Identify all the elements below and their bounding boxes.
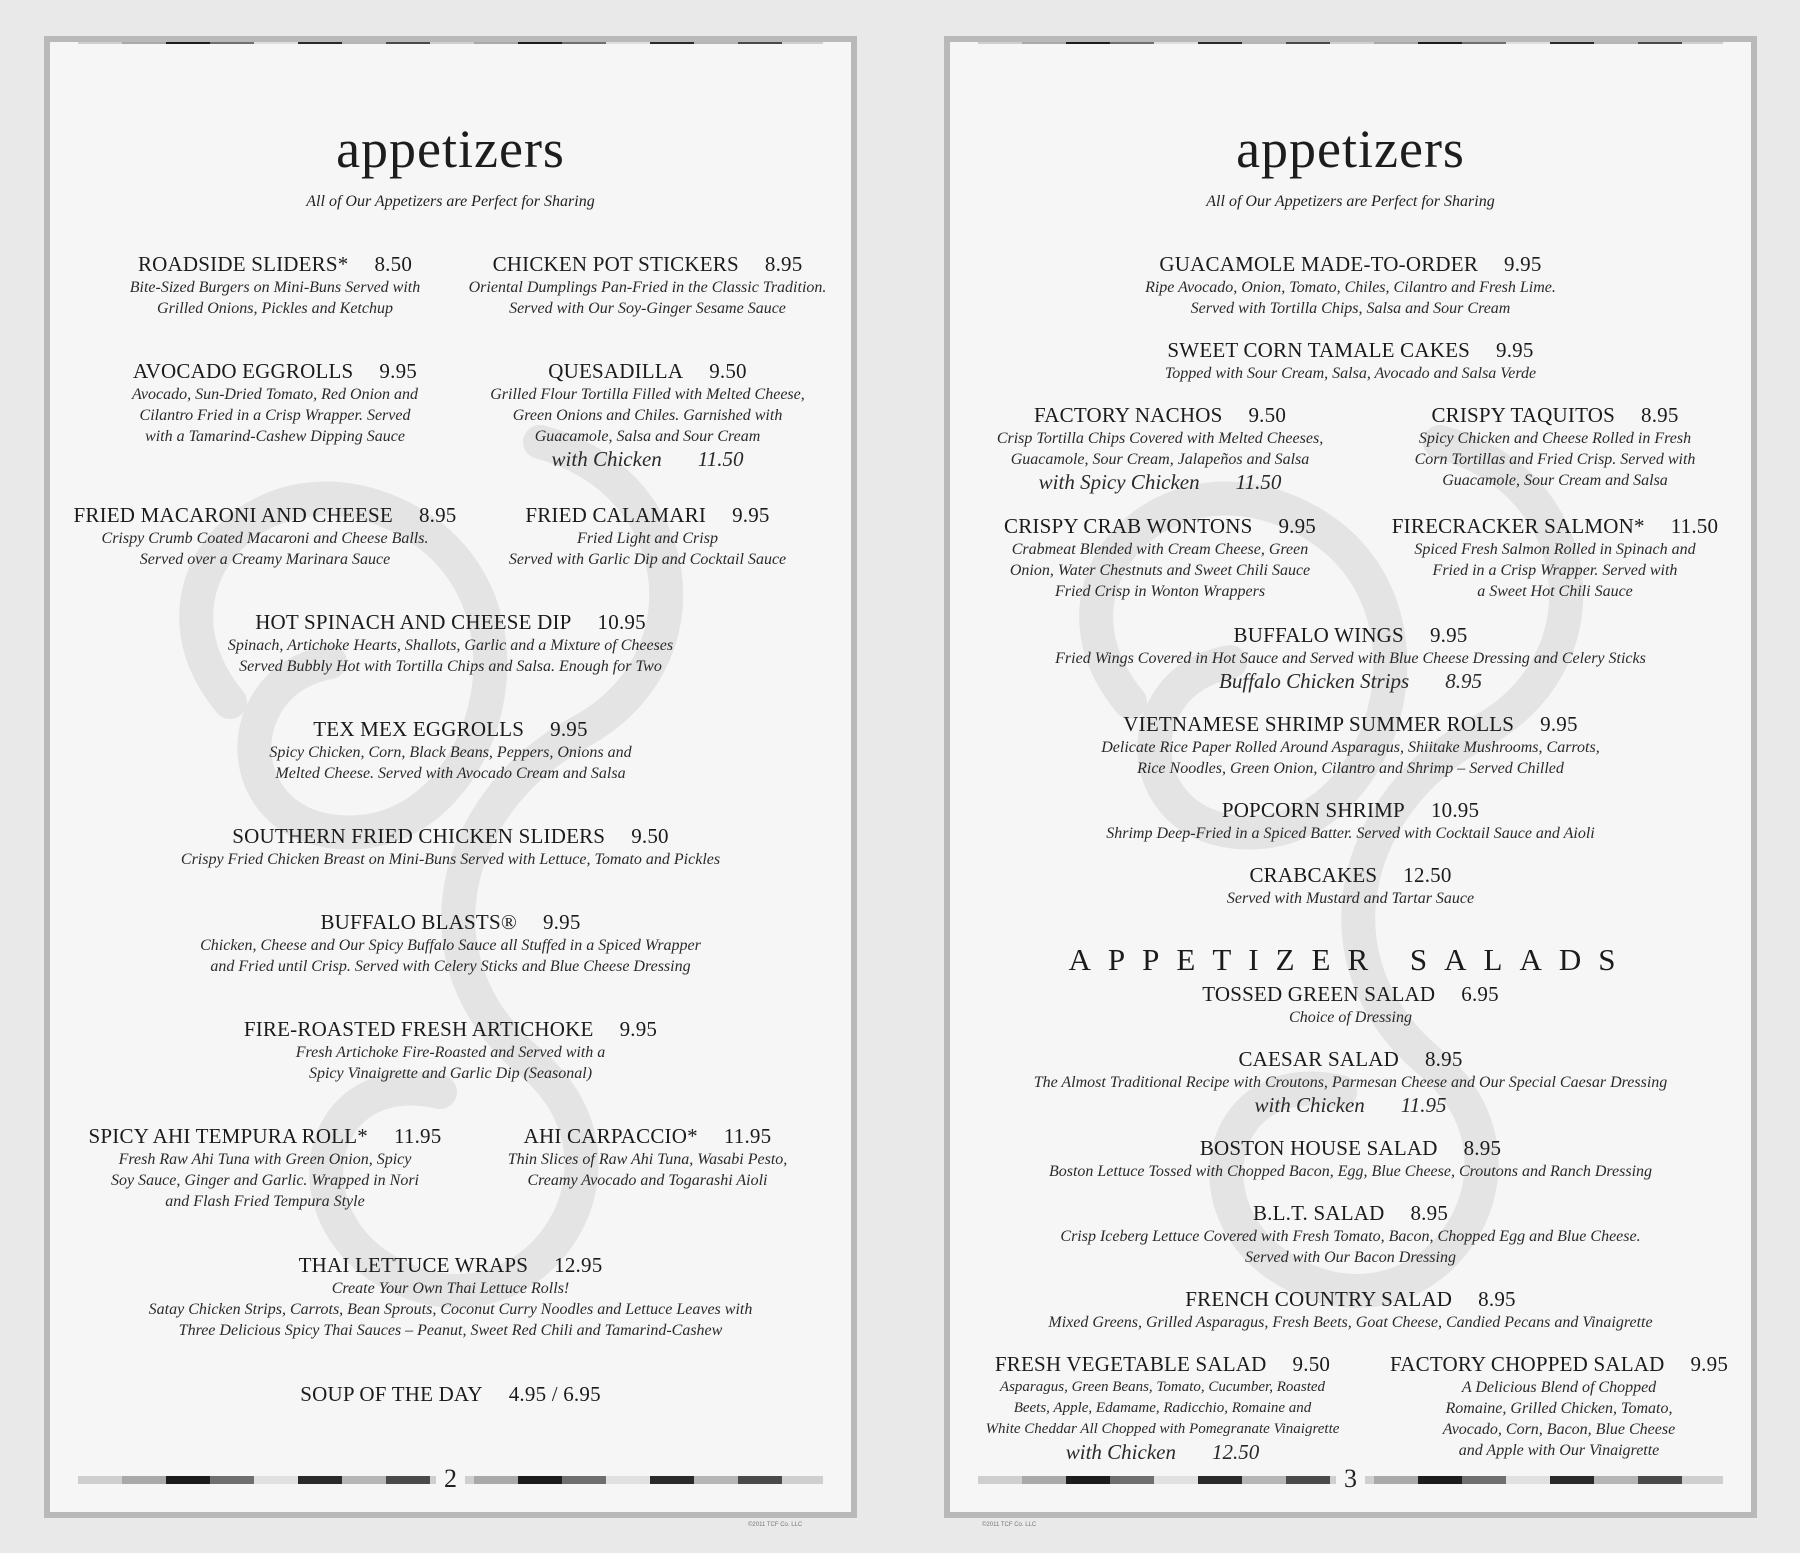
item-price: 11.50 xyxy=(1670,514,1719,538)
menu-item xyxy=(950,1352,1375,1464)
item-name: ROADSIDE SLIDERS* xyxy=(137,252,349,276)
item-price: 8.95 xyxy=(1641,403,1679,427)
menu-item xyxy=(460,359,835,471)
item-price: 8.50 xyxy=(374,252,413,276)
item-description: Romaine, Grilled Chicken, Tomato, xyxy=(1445,1400,1673,1417)
menu-item xyxy=(460,1124,835,1191)
item-description: Crabmeat Blended with Cream Cheese, Green xyxy=(1011,541,1309,558)
item-name: FRENCH COUNTRY SALAD xyxy=(1185,1287,1453,1311)
item-name: BOSTON HOUSE SALAD xyxy=(1199,1136,1438,1160)
item-description: White Cheddar All Chopped with Pomegranate Vinaigrette xyxy=(985,1421,1340,1437)
item-name: FRIED CALAMARI xyxy=(525,503,707,527)
item-name: CAESAR SALAD xyxy=(1238,1047,1399,1071)
addon-label: with Chicken xyxy=(1065,1440,1176,1464)
item-description: Melted Cheese. Served with Avocado Cream and Salsa xyxy=(275,765,626,782)
menu-item xyxy=(950,1136,1751,1182)
item-addon xyxy=(460,447,835,471)
copyright-notice: ©2011 TCF Co. LLC xyxy=(748,1522,803,1528)
item-description: Fried in a Crisp Wrapper. Served with xyxy=(1432,562,1678,579)
menu-item xyxy=(50,717,851,784)
item-name: POPCORN SHRIMP xyxy=(1221,798,1405,822)
menu-item xyxy=(50,1382,851,1407)
page-number-label: 2 xyxy=(436,1464,465,1493)
item-price: 4.95 / 6.95 xyxy=(508,1382,601,1406)
item-name: TEX MEX EGGROLLS xyxy=(313,717,525,741)
item-description: Grilled Flour Tortilla Filled with Melted Cheese, xyxy=(490,386,805,403)
item-price: 9.95 xyxy=(1540,712,1578,736)
item-description: Green Onions and Chiles. Garnished with xyxy=(512,407,783,424)
menu-item xyxy=(950,982,1751,1028)
item-description: Chicken, Cheese and Our Spicy Buffalo Sauce all Stuffed in a Spiced Wrapper xyxy=(200,937,701,954)
item-name: AHI CARPACCIO* xyxy=(523,1124,698,1148)
addon-price: 11.50 xyxy=(697,447,744,471)
item-description: Ripe Avocado, Onion, Tomato, Chiles, Cilantro and Fresh Lime. xyxy=(1145,279,1556,296)
item-price: 8.95 xyxy=(418,503,457,527)
item-price: 6.95 xyxy=(1461,982,1499,1006)
item-description: Delicate Rice Paper Rolled Around Asparagus, Shiitake Mushrooms, Carrots, xyxy=(1101,739,1600,756)
item-price: 8.95 xyxy=(1463,1136,1502,1160)
item-name: CHICKEN POT STICKERS xyxy=(492,252,739,276)
item-price: 9.95 xyxy=(542,910,581,934)
item-price: 9.50 xyxy=(631,824,669,848)
item-name: BUFFALO WINGS xyxy=(1233,623,1404,647)
item-name: TOSSED GREEN SALAD xyxy=(1202,982,1436,1006)
menu-item xyxy=(50,824,851,870)
item-description: Beets, Apple, Edamame, Radicchio, Romaine and xyxy=(1013,1400,1312,1416)
menu-item xyxy=(950,338,1751,384)
item-price: 10.95 xyxy=(1430,798,1480,822)
item-description: Served Bubbly Hot with Tortilla Chips and Salsa. Enough for Two xyxy=(239,658,662,675)
item-description: Topped with Sour Cream, Salsa, Avocado and Salsa Verde xyxy=(1164,365,1537,382)
item-addon xyxy=(950,1093,1751,1117)
item-description: Asparagus, Green Beans, Tomato, Cucumber, Roasted xyxy=(999,1379,1326,1395)
item-name: SPICY AHI TEMPURA ROLL* xyxy=(88,1124,368,1148)
item-price: 8.95 xyxy=(1478,1287,1516,1311)
item-name: CRISPY CRAB WONTONS xyxy=(1003,514,1253,538)
menu-item xyxy=(1370,1352,1748,1461)
menu-item xyxy=(950,1287,1751,1333)
item-description: Served with Garlic Dip and Cocktail Sauce xyxy=(508,551,787,568)
item-price: 9.95 xyxy=(1429,623,1468,647)
item-description: Grilled Onions, Pickles and Ketchup xyxy=(157,300,393,317)
menu-item xyxy=(50,610,851,677)
addon-label: with Spicy Chicken xyxy=(1038,470,1200,494)
decorative-stripe-top xyxy=(978,36,1723,44)
item-name: SOUTHERN FRIED CHICKEN SLIDERS xyxy=(232,824,606,848)
menu-item xyxy=(70,503,460,570)
item-addon xyxy=(960,470,1360,494)
item-description: Spicy Chicken and Cheese Rolled in Fresh xyxy=(1418,430,1692,447)
menu-item xyxy=(70,1124,460,1212)
item-price: 9.50 xyxy=(1248,403,1287,427)
menu-item xyxy=(460,503,835,570)
item-price: 9.95 xyxy=(550,717,588,741)
item-name: VIETNAMESE SHRIMP SUMMER ROLLS xyxy=(1123,712,1515,736)
item-price: 10.95 xyxy=(597,610,646,634)
item-description: Fried Crisp in Wonton Wrappers xyxy=(1054,583,1266,600)
menu-item xyxy=(1365,514,1745,602)
addon-price: 8.95 xyxy=(1445,669,1482,693)
item-price: 9.95 xyxy=(1504,252,1542,276)
addon-label: with Chicken xyxy=(1254,1093,1365,1117)
item-name: QUESADILLA xyxy=(548,359,684,383)
item-name: CRABCAKES xyxy=(1249,863,1378,887)
item-description: and Apple with Our Vinaigrette xyxy=(1458,1442,1660,1459)
item-description: Spiced Fresh Salmon Rolled in Spinach and xyxy=(1414,541,1696,558)
item-description: Crisp Tortilla Chips Covered with Melted Cheeses, xyxy=(996,430,1324,447)
item-price: 12.50 xyxy=(1403,863,1452,887)
item-description: Guacamole, Salsa and Sour Cream xyxy=(534,428,761,445)
item-name: HOT SPINACH AND CHEESE DIP xyxy=(255,610,572,634)
item-price: 9.95 xyxy=(1690,1352,1729,1376)
copyright-notice: ©2011 TCF Co. LLC xyxy=(982,1522,1037,1528)
item-description: Guacamole, Sour Cream, Jalapeños and Salsa xyxy=(1010,451,1310,468)
item-name: AVOCADO EGGROLLS xyxy=(133,359,354,383)
item-description: Crispy Crumb Coated Macaroni and Cheese Balls. xyxy=(101,530,429,547)
item-description: and Fried until Crisp. Served with Celery Sticks and Blue Cheese Dressing xyxy=(210,958,691,975)
page-number-label: 3 xyxy=(1336,1464,1365,1493)
item-name: B.L.T. SALAD xyxy=(1252,1201,1385,1225)
menu-item xyxy=(950,252,1751,319)
item-price: 9.95 xyxy=(619,1017,658,1041)
item-price: 9.95 xyxy=(379,359,417,383)
item-description: with a Tamarind-Cashew Dipping Sauce xyxy=(145,428,405,445)
item-name: SOUP OF THE DAY xyxy=(300,1382,483,1406)
item-description: Cilantro Fried in a Crisp Wrapper. Served xyxy=(139,407,411,424)
menu-item xyxy=(950,1047,1751,1117)
item-description: Fried Light and Crisp xyxy=(577,530,718,547)
page-number xyxy=(950,1464,1751,1494)
page-number xyxy=(50,1464,851,1494)
item-description: Spicy Vinaigrette and Garlic Dip (Seasonal) xyxy=(308,1065,593,1082)
section-title-appetizer-salads: APPETIZER SALADS xyxy=(1068,942,1633,977)
menu-item xyxy=(90,359,460,447)
menu-page-left xyxy=(44,36,857,1518)
addon-price: 11.50 xyxy=(1235,470,1282,494)
item-description: Served over a Creamy Marinara Sauce xyxy=(139,551,391,568)
item-name: GUACAMOLE MADE-TO-ORDER xyxy=(1159,252,1479,276)
item-description: Rice Noodles, Green Onion, Cilantro and Shrimp – Served Chilled xyxy=(1137,760,1564,777)
item-name: THAI LETTUCE WRAPS xyxy=(298,1253,529,1277)
item-description: Served with Our Soy-Ginger Sesame Sauce xyxy=(509,300,786,317)
item-description: Fresh Artichoke Fire-Roasted and Served with a xyxy=(295,1044,606,1061)
item-description: Creamy Avocado and Togarashi Aioli xyxy=(527,1172,768,1189)
menu-item xyxy=(950,863,1751,909)
menu-item xyxy=(960,403,1360,494)
menu-item xyxy=(460,252,835,319)
item-price: 11.95 xyxy=(723,1124,772,1148)
item-description: Boston Lettuce Tossed with Chopped Bacon, Egg, Blue Cheese, Croutons and Ranch Dressing xyxy=(1048,1163,1653,1180)
menu-item xyxy=(50,1253,851,1341)
item-description: Served with Mustard and Tartar Sauce xyxy=(1226,890,1475,907)
page-subtitle: All of Our Appetizers are Perfect for Sharing xyxy=(306,193,595,210)
page-title: appetizers xyxy=(1236,119,1465,179)
menu-item xyxy=(950,623,1751,693)
item-addon xyxy=(950,1440,1375,1464)
item-description: Three Delicious Spicy Thai Sauces – Peanut, Sweet Red Chili and Tamarind-Cashew xyxy=(178,1322,723,1339)
item-name: CRISPY TAQUITOS xyxy=(1431,403,1615,427)
item-description: A Delicious Blend of Chopped xyxy=(1461,1379,1657,1396)
item-description: Corn Tortillas and Fried Crisp. Served with xyxy=(1414,451,1696,468)
item-description: Bite-Sized Burgers on Mini-Buns Served with xyxy=(129,279,421,296)
item-description: Avocado, Sun-Dried Tomato, Red Onion and xyxy=(131,386,419,403)
item-name: FRIED MACARONI AND CHEESE xyxy=(73,503,393,527)
item-price: 9.95 xyxy=(1278,514,1317,538)
item-description: Spicy Chicken, Corn, Black Beans, Peppers, Onions and xyxy=(269,744,632,761)
page-title: appetizers xyxy=(336,119,565,179)
menu-item xyxy=(90,252,460,319)
item-name: SWEET CORN TAMALE CAKES xyxy=(1167,338,1470,362)
item-description: Spinach, Artichoke Hearts, Shallots, Garlic and a Mixture of Cheeses xyxy=(227,637,674,654)
item-description: Satay Chicken Strips, Carrots, Bean Sprouts, Coconut Curry Noodles and Lettuce Leaves with xyxy=(148,1301,753,1318)
menu-item xyxy=(50,1017,851,1084)
item-description: Fresh Raw Ahi Tuna with Green Onion, Spicy xyxy=(118,1151,412,1168)
menu-item xyxy=(50,910,851,977)
item-price: 8.95 xyxy=(1424,1047,1463,1071)
item-description: a Sweet Hot Chili Sauce xyxy=(1477,583,1633,600)
addon-price: 12.50 xyxy=(1211,1440,1260,1464)
menu-item xyxy=(950,1201,1751,1268)
item-description: Thin Slices of Raw Ahi Tuna, Wasabi Pesto, xyxy=(507,1151,788,1168)
menu-item xyxy=(1365,403,1745,491)
item-name: FIRECRACKER SALMON* xyxy=(1391,514,1645,538)
item-name: FACTORY NACHOS xyxy=(1033,403,1223,427)
item-description: Crisp Iceberg Lettuce Covered with Fresh Tomato, Bacon, Chopped Egg and Blue Cheese. xyxy=(1060,1228,1641,1245)
item-name: FRESH VEGETABLE SALAD xyxy=(994,1352,1267,1376)
item-description: Shrimp Deep-Fried in a Spiced Batter. Served with Cocktail Sauce and Aioli xyxy=(1106,825,1595,842)
menu-item xyxy=(960,514,1360,602)
item-name: FIRE-ROASTED FRESH ARTICHOKE xyxy=(243,1017,594,1041)
item-name: BUFFALO BLASTS® xyxy=(320,910,517,934)
addon-price: 11.95 xyxy=(1400,1093,1447,1117)
item-price: 9.50 xyxy=(709,359,747,383)
item-description: Oriental Dumplings Pan-Fried in the Classic Tradition. xyxy=(468,279,827,296)
item-description: The Almost Traditional Recipe with Croutons, Parmesan Cheese and Our Special Caesar Dressing xyxy=(1033,1074,1668,1091)
item-price: 11.95 xyxy=(393,1124,442,1148)
item-description: Fried Wings Covered in Hot Sauce and Served with Blue Cheese Dressing and Celery Sticks xyxy=(1055,650,1646,667)
item-price: 9.50 xyxy=(1292,1352,1331,1376)
item-description: Crispy Fried Chicken Breast on Mini-Buns Served with Lettuce, Tomato and Pickles xyxy=(180,851,721,868)
decorative-stripe-top xyxy=(78,36,823,44)
item-price: 9.95 xyxy=(1496,338,1534,362)
item-price: 9.95 xyxy=(732,503,770,527)
menu-item xyxy=(950,798,1751,844)
addon-label: Buffalo Chicken Strips xyxy=(1219,669,1410,693)
menu-page-right xyxy=(944,36,1757,1518)
item-description: Mixed Greens, Grilled Asparagus, Fresh Beets, Goat Cheese, Candied Pecans and Vinaigrette xyxy=(1048,1314,1653,1331)
addon-label: with Chicken xyxy=(551,447,662,471)
item-description: Onion, Water Chestnuts and Sweet Chili Sauce xyxy=(1009,562,1311,579)
item-description: Avocado, Corn, Bacon, Blue Cheese xyxy=(1442,1421,1676,1438)
item-price: 12.95 xyxy=(554,1253,603,1277)
item-description: and Flash Fried Tempura Style xyxy=(165,1193,365,1210)
item-description: Guacamole, Sour Cream and Salsa xyxy=(1442,472,1668,489)
item-description: Create Your Own Thai Lettuce Rolls! xyxy=(331,1280,570,1297)
item-name: FACTORY CHOPPED SALAD xyxy=(1389,1352,1665,1376)
item-description: Choice of Dressing xyxy=(1289,1009,1412,1026)
item-description: Served with Tortilla Chips, Salsa and Sour Cream xyxy=(1190,300,1511,317)
item-price: 8.95 xyxy=(764,252,803,276)
item-description: Soy Sauce, Ginger and Garlic. Wrapped in Nori xyxy=(111,1172,419,1189)
page-subtitle: All of Our Appetizers are Perfect for Sharing xyxy=(1206,193,1495,210)
item-description: Served with Our Bacon Dressing xyxy=(1245,1249,1456,1266)
menu-item xyxy=(950,712,1751,779)
item-price: 8.95 xyxy=(1410,1201,1449,1225)
item-addon xyxy=(950,669,1751,693)
